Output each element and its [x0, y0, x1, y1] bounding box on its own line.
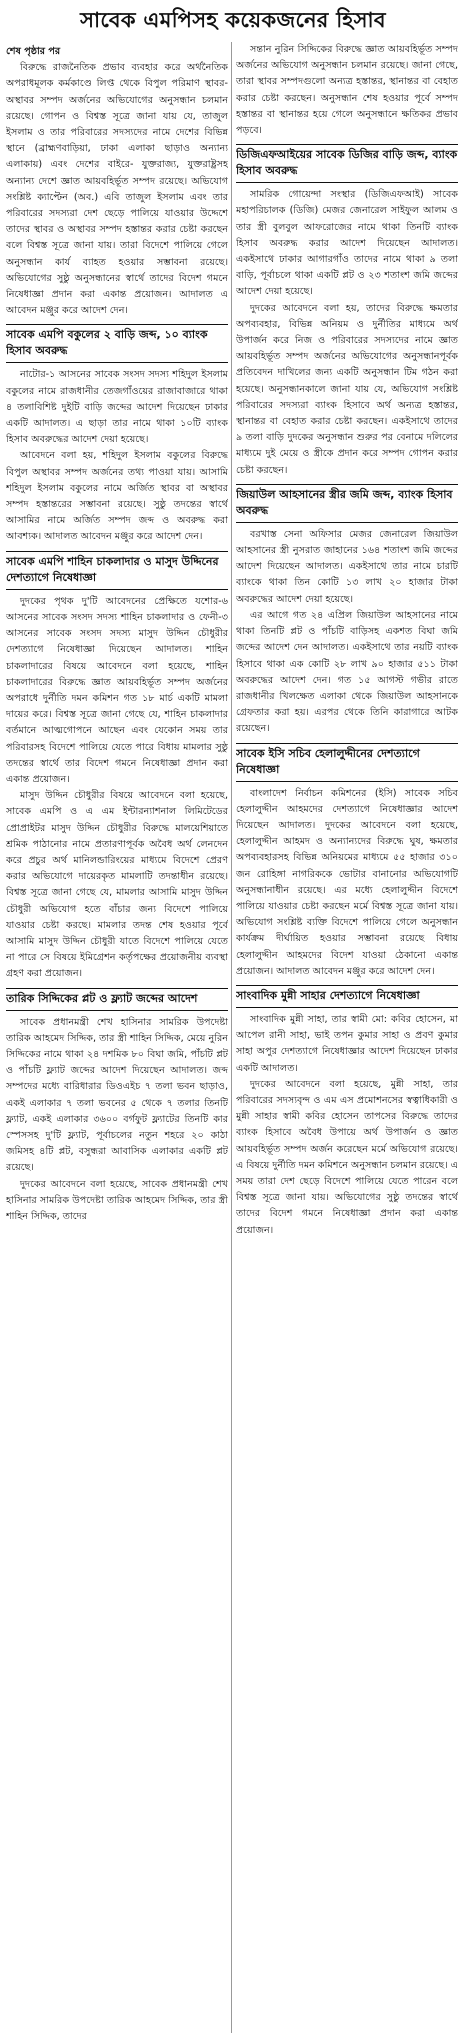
subheading-dgfi: ডিজিএফআইয়ের সাবেক ডিজির বাড়ি জব্দ, ব্যাংক হিসাব অবরুদ্ধ — [236, 144, 458, 183]
paragraph-tarique-continued: সন্তান নুরিন সিদ্দিকের বিরুদ্ধে জ্ঞাত আয়বহির্ভূত সম্পদ অর্জনের অভিযোগ অনুসন্ধান চলমান রয়েছে। জানা গেছে, তারা স্থাবর সম্পদগুলো অন্যত্র হস্তান্তর, স্থানান্তর বা বেহাত করার চেষ্টা করছেন। অনুসন্ধান শেষ হওয়ার পূর্বে সম্পদ হস্তান্তর বা স্থানান্তর হয়ে গেলে অনুসন্ধানে ক্ষতিকর প্রভাব পড়বে। — [236, 44, 458, 137]
paragraph-dgfi-application: দুদকের আবেদনে বলা হয়, তাদের বিরুদ্ধে ক্ষমতার অপব্যবহার, বিভিন্ন অনিয়ম ও দুর্নীতির মাধ্যমে অর্থ উপার্জন করে নিজ ও পরিবারের সদস্যদের নামে জ্ঞাত আয়বহির্ভূত সম্পদ অর্জনের অভিযোগের অনুসন্ধানপূর্বক প্রতিবেদন দাখিলের জন্য একটি অনুসন্ধান টিম গঠন করা হয়েছে। অনুসন্ধানকালে জানা যায় যে, অভিযোগ সংশ্লিষ্ট পরিবারের সদস্যরা ব্যাংক হিসাবে অর্থ অন্যত্র হস্তান্তর, স্থানান্তর বা বেহাত করার চেষ্টা করছেন। একইসাথে তাদের ৯ তলা বাড়ি দুদকের অনুসন্ধান শুরুর পর বেনামে দলিলের মাধ্যমে দুই মেয়ে ও স্ত্রীকে প্রদান করে সম্পদ গোপন করার চেষ্টা করছেন। — [236, 302, 458, 476]
subheading-munni-saha: সাংবাদিক মুন্নী সাহার দেশত্যাগে নিষেধাজ্ঞা — [236, 985, 458, 1008]
paragraph-tarique-application: দুদকের আবেদনে বলা হয়েছে, সাবেক প্রধানমন্ত্রী শেখ হাসিনার সামরিক উপদেষ্টা তারিক আহমেদ সিদ্দিক, তার স্ত্রী শাহিন সিদ্দিক, তাদের — [6, 1178, 228, 1222]
column-divider — [231, 42, 232, 2033]
paragraph-ziaul-order: বরখাস্ত সেনা অফিসার মেজর জেনারেল জিয়াউল আহসানের স্ত্রী নুসরাত জাহানের ১৬৪ শতাংশ জমি জব্দের আদেশ দিয়েছেন আদালত। একইসাথে তার নামে চারটি ব্যাংকে থাকা তিন কোটি ১৩ লাখ ২০ হাজার টাকা অবরুদ্ধের আদেশ দেয়া হয়েছে। — [236, 528, 458, 605]
continuation-label: শেষ পৃষ্ঠার পর — [6, 46, 61, 57]
paragraph-dgfi-order: সামরিক গোয়েন্দা সংস্থার (ডিজিএফআই) সাবেক মহাপরিচালক (ডিজি) মেজর জেনারেল সাইফুল আলম ও তার স্ত্রী বুলবুল আফরোজের নামে থাকা তিনটি ব্যাংক হিসাব অবরুদ্ধ করার আদেশ দিয়েছেন আদালত। একইসাথে ঢাকার আগারগাঁও তাদের নামে থাকা ৯ তলা বাড়ি, পূর্বাচলে থাকা একটি প্লট ও ২৩ শতাংশ জমি জব্দের আদেশ দেয়া হয়েছে। — [236, 189, 458, 298]
paragraph-tajul-islam: বিরুদ্ধে রাজনৈতিক প্রভাব ব্যবহার করে অর্থনৈতিক অপরাধমূলক কর্মকাণ্ডে লিপ্ত থেকে বিপুল পরিমাণ স্থাবর-অস্থাবর সম্পদ অর্জনের অভিযোগের অনুসন্ধান চলমান রয়েছে। গোপন ও বিশ্বস্ত সূত্রে জানা যায় যে, তাজুল ইসলাম ও তার পরিবারের সদস্যদের নামে দেশের বিভিন্ন স্থানে (ব্রাহ্মণবাড়িয়া, ঢাকা এলাকা ছাড়াও অন্যান্য এলাকায়) এবং দেশের বাইরে- যুক্তরাজ্য, যুক্তরাষ্ট্রসহ অন্যান্য দেশে জ্ঞাত আয়বহির্ভূত সম্পদ রয়েছে। অভিযোগ সংশ্লিষ্ট ক্যাপ্টেন (অব.) এবি তাজুল ইসলাম এবং তার পরিবারের সদস্যরা দেশ ছেড়ে পালিয়ে যাওয়ার উদ্দেশে তাদের স্থাবর ও অস্থাবর সম্পদ হস্তান্তর করার চেষ্টা করছেন বলে বিশ্বস্ত সূত্রে জানা যায়। তারা বিদেশে পালিয়ে গেলে অনুসন্ধান কার্য ব্যাহত হওয়ার সম্ভাবনা রয়েছে। অভিযোগের সুষ্ঠু অনুসন্ধানের স্বার্থে তাদের বিদেশ গমনে নিষেধাজ্ঞা প্রদান করা একান্ত প্রয়োজন। আদালত এ আবেদন মঞ্জুর করে আদেশ দেন। — [6, 62, 228, 317]
paragraph-bokul-application: আবেদনে বলা হয়, শহিদুল ইসলাম বকুলের বিরুদ্ধে বিপুল অস্থাবর সম্পদ অর্জনের তথ্য পাওয়া যায়। আসামি শহিদুল ইসলাম বকুলের নামে অর্জিত স্থাবর বা অস্থাবর সম্পদ হস্তান্তরের সম্ভাবনা রয়েছে। সুষ্ঠু তদন্তের স্বার্থে আসামির নামে অর্জিত সম্পদ জব্দ ও অবরুদ্ধ করা আবশ্যক। আদালত আবেদন মঞ্জুর করে আদেশ দেন। — [6, 450, 228, 543]
subheading-helaluddin: সাবেক ইসি সচিব হেলালুদ্দীনের দেশত্যাগে নিষেধাজ্ঞা — [236, 743, 458, 782]
paragraph-bokul-order: নাটোর-১ আসনের সাবেক সংসদ সদস্য শহিদুল ইসলাম বকুলের নামে রাজধানীর তেজগাঁওয়ের রাজাবাজারে থাকা ৪ তলাবিশিষ্ট দুইটি বাড়ি জব্দের আদেশ দিয়েছেন ঢাকার একটি আদালত। এ ছাড়া তার নামে থাকা ১০টি ব্যাংক হিসাব অবরুদ্ধের আদেশ দেয়া হয়েছে। — [6, 369, 228, 446]
paragraph-shahin-chakladar: দুদকের পৃথক দু'টি আবেদনের প্রেক্ষিতে যশোর-৬ আসনের সাবেক সংসদ সদস্য শাহিন চাকলাদার ও ফেনী-৩ আসনের সাবেক সংসদ সদস্য মাসুদ উদ্দিন চৌধুরীর দেশত্যাগে নিষেধাজ্ঞা দিয়েছেন আদালত। শাহিন চাকলাদারের বিষয়ে আবেদনে বলা হয়েছে, শাহিন চাকলাদারের বিরুদ্ধে জ্ঞাত আয়বহির্ভূত সম্পদ অর্জনের অপরাধে দুর্নীতি দমন কমিশন গত ১৮ মার্চ একটি মামলা দায়ের করে। বিশ্বস্ত সূত্রে জানা গেছে যে, শাহিন চাকলাদার বর্তমানে আত্মগোপনে আছেন এবং যেকোন সময় তার পরিবারসহ বিদেশে পালিয়ে যেতে পারে বিধায় মামলার সুষ্ঠু তদন্তের স্বার্থে তার বিদেশ গমনে নিষেধাজ্ঞা প্রদান করা একান্ত প্রয়োজন। — [6, 595, 228, 785]
subheading-bokul: সাবেক এমপি বকুলের ২ বাড়ি জব্দ, ১০ ব্যাংক হিসাব অবরুদ্ধ — [6, 324, 228, 363]
paragraph-munni-application: দুদকের আবেদনে বলা হয়েছে, মুন্নী সাহা, তার পরিবারের সদস্যবৃন্দ ও এম এস প্রমোশনসের স্বত্বাধিকারী ও মুন্নী সাহার স্বামী কবির হোসেন তাপসের বিরুদ্ধে তাদের ব্যাংক হিসাবে অবৈধ উপায়ে অর্থ উপার্জন ও জ্ঞাত আয়বহির্ভূত সম্পদ অর্জন করেছেন মর্মে অভিযোগ রয়েছে। এ বিষয়ে দুর্নীতি দমন কমিশনে অনুসন্ধান চলমান রয়েছে। এ সময় তারা দেশ ছেড়ে বিদেশে পালিয়ে যেতে পারেন বলে বিশ্বস্ত সূত্রে জানা যায়। অভিযোগের সুষ্ঠু তদন্তের স্বার্থে তাদের বিদেশ গমনে নিষেধাজ্ঞা প্রদান করা একান্ত প্রয়োজন। — [236, 1078, 458, 1236]
paragraph-munni-order: সাংবাদিক মুন্নী সাহা, তার স্বামী মো: কবির হোসেন, মা আপেল রানী সাহা, ভাই তপন কুমার সাহা ও প্রবণ কুমার সাহা অপুর দেশত্যাগে নিষেধাজ্ঞার আদেশ দিয়েছেন ঢাকার একটি আদালত। — [236, 1013, 458, 1074]
right-column — [236, 42, 458, 2033]
paragraph-tarique-order: সাবেক প্রধানমন্ত্রী শেখ হাসিনার সামরিক উপদেষ্টা তারিক আহমেদ সিদ্দিক, তার স্ত্রী শাহিন সিদ্দিক, মেয়ে নুরিন সিদ্দিকের নামে থাকা ২৪ দশমিক ৮০ বিঘা জমি, পাঁচটি প্লট ও পাঁচটি ফ্ল্যাট জব্দের আদেশ দিয়েছেন আদালত। জব্দ সম্পদের মধ্যে বারিধারার ডিওএইচ ৭ তলা ভবন ছাড়াও, একই এলাকার ৭ তলা ভবনের ৫ থেকে ৭ তলার তিনটি ফ্ল্যাট, একই এলাকার ৩৬০০ বর্গফুট ফ্ল্যাটের তিনটি কার স্পেসসহ দু'টি ফ্ল্যাট, পূর্বাচলের নতুন শহরে ২০ কাঠা জমিসহ ৪টি প্লট, বসুন্ধরা আবাসিক এলাকার একটি প্লট রয়েছে। — [6, 1016, 228, 1174]
left-column — [6, 42, 228, 2033]
paragraph-ziaul-earlier: এর আগে গত ২৪ এপ্রিল জিয়াউল আহসানের নামে থাকা তিনটি প্লট ও পাঁচটি বাড়িসহ একশত বিঘা জমি জব্দের আদেশ দেন আদালত। একইসাথে তার নয়টি ব্যাংক হিসাবে থাকা এক কোটি ২৮ লাখ ৯০ হাজার ৫১১ টাকা অবরুদ্ধের আদেশ দেন। গত ১৫ আগস্ট গভীর রাতে রাজধানীর খিলক্ষেত এলাকা থেকে জিয়াউল আহসানকে গ্রেফতার করা হয়। এরপর থেকে তিনি কারাগারে আটক রয়েছেন। — [236, 609, 458, 735]
paragraph-masud-uddin: মাসুদ উদ্দিন চৌধুরীর বিষয়ে আবেদনে বলা হয়েছে, সাবেক এমপি ও এ এম ইন্টারন্যাশনাল লিমিটেডের প্রোপ্রাইটর মাসুদ উদ্দিন চৌধুরীর বিরুদ্ধে মালয়েশিয়াতে শ্রমিক পাঠানোর নামে প্রতারণাপূর্বক অবৈধ অর্থ লেনদেন করে প্রচুর অর্থ মানিলন্ডারিংয়ের মাধ্যমে বিদেশে প্রেরণ করার অভিযোগে দায়েরকৃত মামলাটি তদন্তাধীন রয়েছে। বিশ্বস্ত সূত্রে জানা গেছে যে, মামলার আসামি মাসুদ উদ্দিন চৌধুরী অভিযোগ হতে বাঁচার জন্য বিদেশে পালিয়ে যাওয়ার চেষ্টা করছে। মামলার তদন্ত শেষ হওয়ার পূর্বে আসামি মাসুদ উদ্দিন চৌধুরী যাতে বিদেশে পালিয়ে যেতে না পারে সে বিষয়ে ইমিগ্রেশন কর্তৃপক্ষের প্রয়োজনীয় ব্যবস্থা গ্রহণ করা প্রয়োজন। — [6, 790, 228, 980]
article-body — [6, 42, 460, 2033]
subheading-ziaul-ahsan: জিয়াউল আহসানের স্ত্রীর জমি জব্দ, ব্যাংক হিসাব অবরুদ্ধ — [236, 484, 458, 523]
subheading-tarique-siddique: তারিক সিদ্দিকের প্লট ও ফ্ল্যাট জব্দের আদেশ — [6, 988, 228, 1011]
subheading-shahin-masud: সাবেক এমপি শাহিন চাকলাদার ও মাসুদ উদ্দিনের দেশত্যাগে নিষেধাজ্ঞা — [6, 551, 228, 590]
headline: সাবেক এমপিসহ কয়েকজনের হিসাব — [80, 8, 386, 32]
paragraph-helaluddin: বাংলাদেশ নির্বাচন কমিশনের (ইসি) সাবেক সচিব হেলালুদ্দীন আহমদের দেশত্যাগে নিষেধাজ্ঞার আদেশ দিয়েছেন আদালত। দুদকের আবেদনে বলা হয়েছে, হেলালুদ্দীন আহমদ ও অন্যান্যদের বিরুদ্ধে ঘুষ, ক্ষমতার অপব্যবহারসহ বিভিন্ন অনিয়মের মাধ্যমে ৫৫ হাজার ৩১০ জন রোহিঙ্গা নাগরিককে ভোটার বানানোর অভিযোগটি অনুসন্ধানাধীন রয়েছে। এর মধ্যে হেলালুদ্দীন বিদেশে পালিয়ে যাওয়ার চেষ্টা করছেন মর্মে বিশ্বস্ত সূত্রে জানা যায়। অভিযোগ সংশ্লিষ্ট ব্যক্তি বিদেশে পালিয়ে গেলে অনুসন্ধান কার্যক্রম দীর্ঘায়িত হওয়ার সম্ভাবনা রয়েছে বিধায় হেলালুদ্দীন আহমদের বিদেশ যাওয়া ঠেকানো একান্ত প্রয়োজন। আদালত আবেদন মঞ্জুর করে আদেশ দেন। — [236, 787, 458, 977]
